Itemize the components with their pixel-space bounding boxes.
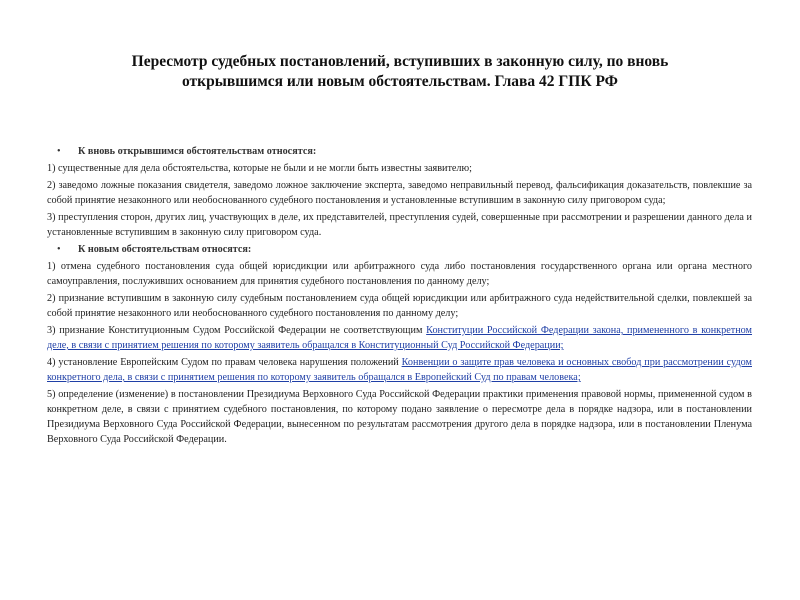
bullet-icon: • [57, 146, 61, 157]
slide-title [60, 52, 740, 92]
constitution-link[interactable]: Конституции Российской Федерации закона, примененного в конкретном деле, в связи с принятием решения по которому заявитель обращался в Конституционный Суд Российской Федерации; [47, 325, 753, 351]
list-item [47, 355, 752, 385]
list-item: 5) определение (изменение) в постановлении Президиума Верховного Суда Российской Федерации практики применения правовой нормы, примененной судом в конкретном деле, в связи с принятием судебного постановления, по которому подано заявление о пересмотре дела в порядке надзора, или в постановлении Президиума Верховного Суда Российской Федерации, вынесенном по результатам рассмотрения другого дела в порядке надзора, или в постановлении Пленума Верховного Суда Российской Федерации. [47, 389, 752, 445]
slide-body [47, 144, 752, 449]
section-heading-new-discovered [47, 144, 752, 159]
list-item: 3) преступления сторон, других лиц, участвующих в деле, их представителей, преступления судей, совершенные при рассмотрении и разрешении данного дела и установленные вступившим в законную силу приговором суда. [47, 212, 752, 238]
list-item: 1) существенные для дела обстоятельства, которые не были и не могли быть известны заявителю; [47, 163, 472, 174]
list-item-text: 4) установление Европейским Судом по правам человека нарушения положений [47, 357, 402, 368]
list-item: 1) отмена судебного постановления суда общей юрисдикции или арбитражного суда либо постановления государственного органа или органа местного самоуправления, послуживших основанием для принятия судебного постановления по данному делу; [47, 261, 752, 287]
section-heading-text: К новым обстоятельствам относятся: [78, 244, 252, 255]
list-item: 2) заведомо ложные показания свидетеля, заведомо ложное заключение эксперта, заведомо неправильный перевод, фальсификация доказательств, повлекшие за собой принятие незаконного или необоснованного судебного постановления и установленные вступившим в законную силу приговором суда; [47, 180, 752, 206]
convention-link[interactable]: Конвенции о защите прав человека и основных свобод при рассмотрении судом конкретного дела, в связи с принятием решения по которому заявитель обращался в Европейский Суд по правам человека; [47, 357, 752, 383]
section-heading-text: К вновь открывшимся обстоятельствам относятся: [78, 146, 317, 157]
list-item-text: 3) признание Конституционным Судом Российской Федерации не соответствующим [47, 325, 427, 336]
list-item: 2) признание вступившим в законную силу судебным постановлением суда общей юрисдикции или арбитражного суда недействительной сделки, повлекшей за собой принятие незаконного или необоснованного судебного постановления по данному делу; [47, 293, 752, 319]
slide-title-line-1: Пересмотр судебных постановлений, вступивших в законную силу, по вновь [131, 53, 669, 70]
list-item [47, 323, 752, 353]
section-heading-new-circumstances [47, 242, 752, 257]
bullet-icon: • [57, 244, 61, 255]
slide-title-line-2: открывшимся или новым обстоятельствам. Глава 42 ГПК РФ [182, 73, 618, 90]
